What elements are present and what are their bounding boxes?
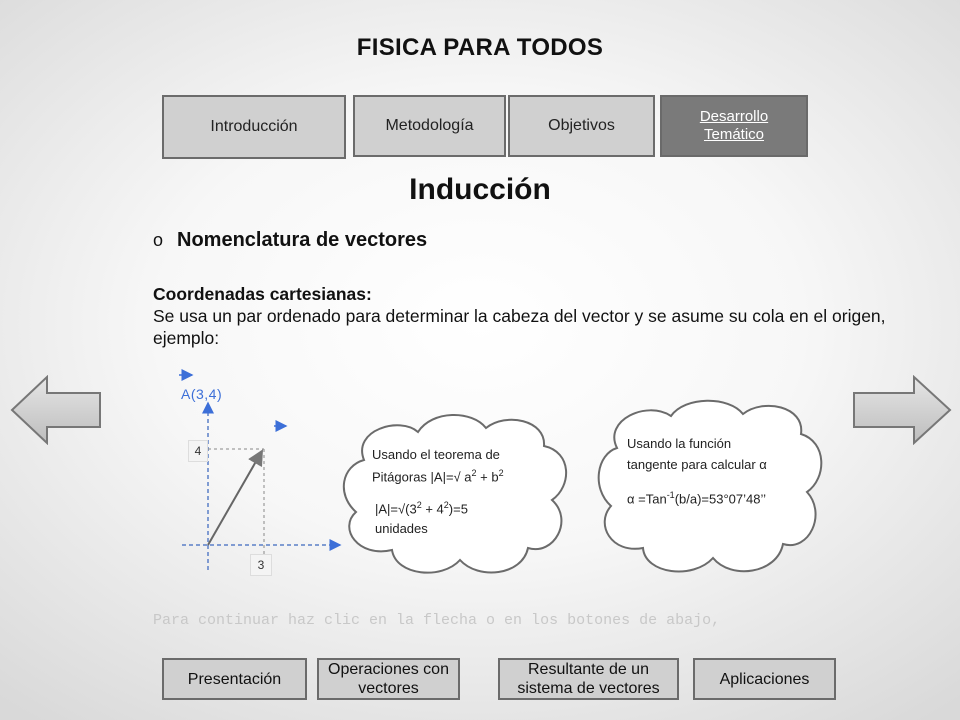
resultante-button[interactable] — [498, 658, 679, 700]
next-arrow-icon[interactable] — [852, 375, 952, 445]
cloud-right-text — [627, 434, 827, 508]
tab-introduccion[interactable] — [162, 95, 346, 159]
subheading: Coordenadas cartesianas: — [153, 284, 372, 304]
operaciones-button[interactable] — [317, 658, 460, 700]
cloud-right-line1: Usando la función — [627, 436, 732, 451]
tab-desarrollo-tematico[interactable] — [660, 95, 808, 157]
presentacion-button[interactable] — [162, 658, 307, 700]
page-heading: Inducción — [409, 173, 551, 206]
button-label: Operaciones con vectores — [328, 661, 449, 697]
vector-a — [208, 451, 262, 545]
cloud-left-line2: Pitágoras |A|=√ $a^2 + b^2$ — [372, 468, 504, 485]
x-tick-label: 3 — [250, 554, 272, 576]
tab-objetivos[interactable] — [508, 95, 655, 157]
button-label: Aplicaciones — [719, 670, 810, 688]
cloud-left-line4: unidades — [375, 520, 428, 536]
vector-diagram — [150, 365, 350, 580]
continue-instruction: Para continuar haz clic en la flecha o en los botones de abajo, — [153, 612, 721, 629]
aplicaciones-button[interactable] — [693, 658, 836, 700]
tab-label: Desarrollo Temático — [699, 108, 769, 143]
bullet-marker: o — [153, 230, 164, 250]
tab-metodologia[interactable] — [353, 95, 506, 157]
body-text — [153, 283, 893, 349]
cloud-right-line2: tangente para calcular α — [627, 457, 767, 472]
point-label: A(3,4) — [181, 386, 223, 402]
button-label: Presentación — [187, 670, 282, 688]
tab-label: Metodología — [385, 117, 474, 135]
cloud-right-line3: α =Tan$^{-1}$(b/a)=53°07’48’’ — [627, 490, 767, 507]
section-title: Nomenclatura de vectores — [177, 229, 428, 251]
previous-arrow-icon[interactable] — [10, 375, 102, 445]
app-title: FISICA PARA TODOS — [356, 34, 604, 61]
section-bullet — [153, 229, 427, 252]
tab-label: Objetivos — [548, 117, 615, 135]
y-tick-label: 4 — [188, 440, 208, 462]
paragraph: Se usa un par ordenado para determinar la cabeza del vector y se asume su cola en el origen, ejemplo: — [153, 306, 886, 348]
cloud-left-line1: Usando el teorema de — [372, 447, 500, 462]
button-label: Resultante de un sistema de vectores — [517, 661, 660, 697]
tab-label: Introducción — [210, 118, 298, 136]
cloud-left-text — [372, 445, 572, 538]
cloud-left-line3: $|A|=√(3^2 + 4^2)=5$ — [375, 500, 468, 517]
